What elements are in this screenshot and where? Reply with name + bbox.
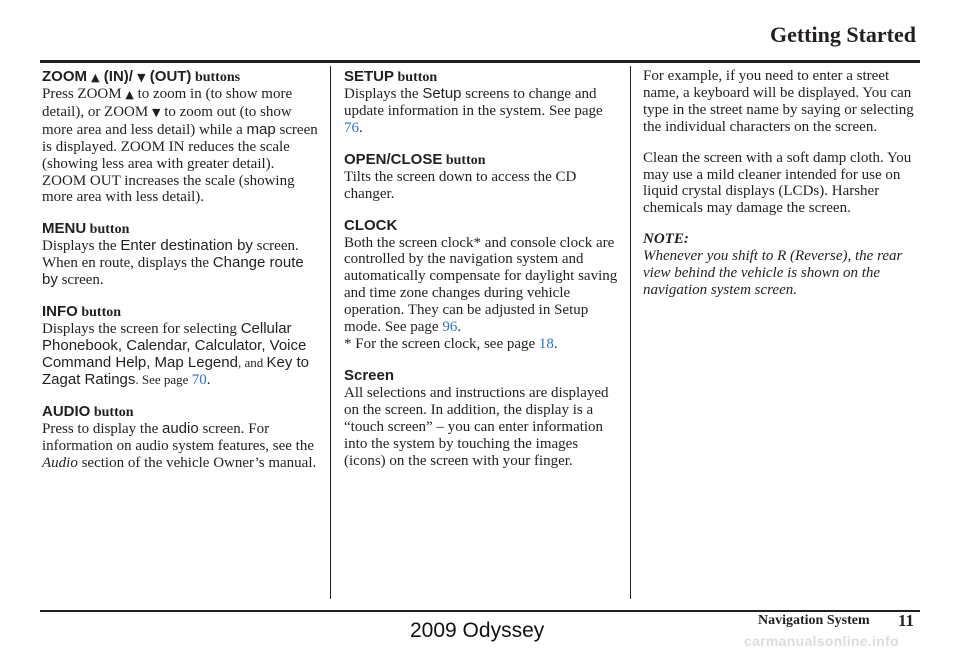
screen-heading: Screen: [344, 366, 395, 384]
note-text: Whenever you shift to R (Reverse), the rear view behind the vehicle is shown on the navigation system screen.: [643, 248, 903, 298]
clock-text: Both the screen clock* and console clock are controlled by the navigation system and automatically compensate for daylight saving and time zone changes during vehicle operation. They can be adjusted in Setup mode. See page 96.: [344, 234, 618, 336]
section-menu: [42, 220, 320, 289]
section-clock: [344, 217, 620, 353]
clock-heading: CLOCK: [344, 216, 398, 234]
column-2: [344, 68, 620, 483]
menu-text: Displays the Enter destination by screen. When en route, displays the Change route by screen.: [42, 237, 304, 289]
open-close-text: Tilts the screen down to access the CD changer.: [344, 168, 577, 202]
audio-heading: AUDIO button: [42, 402, 134, 420]
screen-text: All selections and instructions are displayed on the screen. In addition, the display is a “touch screen” – you can enter information into the system by touching the images (icons) on the screen with your finger.: [344, 384, 609, 469]
menu-heading: MENU button: [42, 220, 130, 238]
page-link-18[interactable]: 18: [538, 335, 554, 352]
zoom-text: Press ZOOM ▲ to zoom in (to show more detail), or ZOOM ▼ to zoom out (to show more area and less detail) while a map screen is displayed. ZOOM IN reduces the scale (showing less area with greater detail). ZOOM OUT increases the scale (showing more area with less detail).: [42, 86, 318, 206]
triangle-down-icon: ▼: [137, 71, 146, 84]
triangle-up-icon: ▲: [125, 88, 134, 101]
info-heading: INFO button: [42, 303, 122, 321]
page-number: 11: [898, 611, 915, 630]
section-audio: [42, 403, 320, 472]
section-open-close: [344, 151, 620, 203]
header-rule: [40, 60, 920, 63]
footer-label: Navigation System: [758, 613, 870, 628]
footer-rule: [40, 610, 920, 612]
zoom-heading: ZOOM ▲ (IN)/ ▼ (OUT) buttons: [42, 68, 241, 85]
page-link-96[interactable]: 96: [442, 319, 458, 336]
info-text: Displays the screen for selecting Cellular Phonebook, Calendar, Calculator, Voice Command Help, Map Legend, and Key to Zagat Ratings. See page 70.: [42, 320, 310, 388]
triangle-down-icon: ▼: [151, 105, 161, 119]
section-setup: [344, 68, 620, 137]
page-link-70[interactable]: 70: [191, 371, 207, 388]
setup-heading: SETUP button: [344, 68, 438, 85]
section-info: [42, 303, 320, 389]
column-1: [42, 68, 320, 485]
section-zoom: [42, 68, 320, 206]
clock-footnote: * For the screen clock, see page 18.: [344, 335, 558, 352]
keyboard-paragraph: For example, if you need to enter a street name, a keyboard will be displayed. You can type in the street name by saying or selecting the individual characters on the screen.: [643, 68, 914, 135]
section-screen: [344, 367, 620, 470]
column-divider-2: [630, 66, 631, 599]
triangle-up-icon: ▲: [91, 71, 100, 84]
audio-text: Press to display the audio screen. For information on audio system features, see the Audio section of the vehicle Owner’s manual.: [42, 419, 317, 471]
page-header-title: Getting Started: [769, 22, 916, 47]
column-3: [643, 68, 921, 299]
cleaning-paragraph: Clean the screen with a soft damp cloth. You may use a mild cleaner intended for use on liquid crystal displays (LCDs). Harsher chemicals may damage the screen.: [643, 149, 912, 217]
setup-text: Displays the Setup screens to change and update information in the system. See page 76.: [344, 85, 603, 136]
open-close-heading: OPEN/CLOSE button: [344, 150, 486, 168]
note-heading: NOTE:: [643, 231, 689, 248]
watermark-model: 2009 Odyssey: [410, 619, 545, 642]
column-divider-1: [330, 66, 331, 599]
page-link-76[interactable]: 76: [344, 119, 359, 136]
watermark-site: carmanualsonline.info: [744, 633, 899, 649]
